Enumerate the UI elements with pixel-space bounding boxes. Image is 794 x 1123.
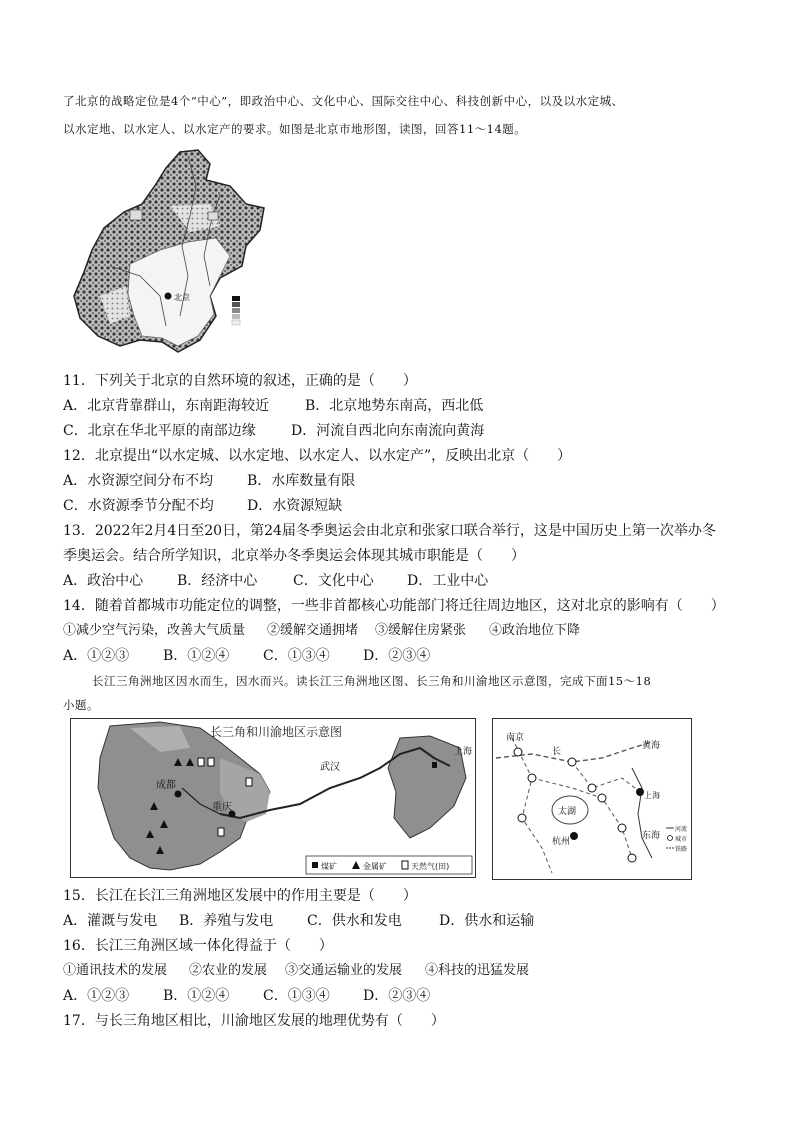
legend-city: 城市 [675,836,688,843]
question-14-options [63,647,430,665]
question-16-stem: 16．长江三角洲区域一体化得益于（ ） [63,938,333,954]
elevation-legend [232,296,240,325]
question-15-options [63,912,534,930]
q14-choice-3: ③缓解住房紧张 [375,623,467,638]
svg-text:长三角和川渝地区示意图: 长三角和川渝地区示意图 [210,725,343,739]
q16-choice-2: ②农业的发展 [189,963,268,978]
city-shanghai: 上海 [454,747,473,757]
question-13-stem-2: 季奥运会。结合所学知识，北京举办冬季奥运会体现其城市职能是（ ） [63,548,525,564]
question-15-stem: 15．长江在长江三角洲地区发展中的作用主要是（ ） [63,888,417,904]
map-left-legend [306,856,472,874]
q12-option-b[interactable]: B．水库数量有限 [247,473,356,489]
beijing-city-label: 北京 [174,293,190,302]
question-13-stem-1: 13．2022年2月4日至20日，第24届冬季奥运会由北京和张家口联合举行，这是中国历史上第一次举办冬 [63,523,716,539]
legend-metal: 金属矿 [363,862,387,871]
q12-option-c[interactable]: C．水资源季节分配不均 [63,498,214,514]
q14-choice-1: ①减少空气污染，改善大气质量 [63,623,246,638]
city-nanjing: 南京 [506,733,525,743]
q16-option-b[interactable]: B．①②④ [163,988,230,1004]
yangtze-intro-line-2: 小题。 [63,698,99,712]
question-12-options-row-1 [63,472,355,490]
yangtze-intro-line-1: 长江三角洲地区因水而生，因水而兴。读长江三角洲地区图、长三角和川渝地区示意图，完成下面15～18 [92,674,652,688]
question-16-choices [63,962,529,980]
q14-option-a[interactable]: A．①②③ [63,648,130,664]
question-11-options-row-1 [63,397,483,415]
question-13-options [63,572,488,590]
city-shanghai-right: 上海 [644,791,660,800]
q15-option-d[interactable]: D．供水和运输 [439,913,535,929]
q11-option-a[interactable]: A．北京背靠群山，东南距海较近 [63,398,270,414]
q16-choice-4: ④科技的迅猛发展 [425,963,530,978]
city-wuhan: 武汉 [320,762,340,773]
question-14-choices [63,622,580,640]
q16-option-a[interactable]: A．①②③ [63,988,130,1004]
q11-option-c[interactable]: C．北京在华北平原的南部边缘 [63,423,256,439]
legend-railway: 铁路 [675,846,688,853]
q14-option-b[interactable]: B．①②④ [163,648,230,664]
q16-choice-3: ③交通运输业的发展 [285,963,403,978]
yangtze-delta-map [492,718,692,880]
q13-option-a[interactable]: A．政治中心 [63,573,144,589]
label-huanghai: 黄海 [642,741,661,751]
q16-choice-1: ①通讯技术的发展 [63,963,168,978]
legend-gas: 天然气(田) [411,862,450,871]
q16-option-d[interactable]: D．②③④ [363,988,431,1004]
legend-river: 河流 [675,826,688,833]
legend-coal: 煤矿 [321,862,337,871]
q15-option-a[interactable]: A．灌溉与发电 [63,913,158,929]
q13-option-b[interactable]: B．经济中心 [177,573,258,589]
q11-option-d[interactable]: D．河流自西北向东南流向黄海 [291,423,485,439]
label-donghai: 东海 [642,831,661,841]
beijing-city-marker [165,293,172,300]
intro-line-2: 以水定地、以水定人、以水定产的要求。如图是北京市地形图，读图，回答11～14题。 [63,122,527,136]
q12-option-a[interactable]: A．水资源空间分布不均 [63,473,214,489]
q15-option-c[interactable]: C．供水和发电 [307,913,402,929]
label-chang: 长 [552,747,562,757]
city-chengdu: 成都 [156,780,176,791]
q14-choice-2: ②缓解交通拥堵 [267,623,359,638]
q12-option-d[interactable]: D．水资源短缺 [247,498,343,514]
question-12-stem: 12．北京提出“以水定城、以水定地、以水定人、以水定产”，反映出北京（ ） [63,448,572,464]
q13-option-d[interactable]: D．工业中心 [407,573,489,589]
question-17-stem: 17．与长三角地区相比，川渝地区发展的地理优势有（ ） [63,1013,445,1029]
question-14-stem: 14．随着首都城市功能定位的调整，一些非首都核心功能部门将迁往周边地区，这对北京的影响有（ ） [63,598,725,614]
city-chongqing: 重庆 [212,802,232,813]
q14-option-d[interactable]: D．②③④ [363,648,431,664]
map-title [210,724,342,739]
question-11-options-row-2 [63,422,484,440]
question-11-stem: 11．下列关于北京的自然环境的叙述，正确的是（ ） [63,373,417,389]
beijing-terrain-map [70,146,270,358]
question-12-options-row-2 [63,497,342,515]
city-hangzhou: 杭州 [552,837,571,847]
q11-option-b[interactable]: B．北京地势东南高，西北低 [305,398,484,414]
q13-option-c[interactable]: C．文化中心 [293,573,374,589]
q14-option-c[interactable]: C．①③④ [263,648,330,664]
yangtze-chuanyu-map [70,718,476,878]
intro-line-1: 了北京的战略定位是4个“中心”，即政治中心、文化中心、国际交往中心、科技创新中心，以及以水定城、 [63,94,624,108]
q16-option-c[interactable]: C．①③④ [263,988,330,1004]
label-taihu: 太湖 [558,807,577,817]
question-16-options [63,987,430,1005]
q14-choice-4: ④政治地位下降 [489,623,581,638]
q15-option-b[interactable]: B．养殖与发电 [179,913,274,929]
